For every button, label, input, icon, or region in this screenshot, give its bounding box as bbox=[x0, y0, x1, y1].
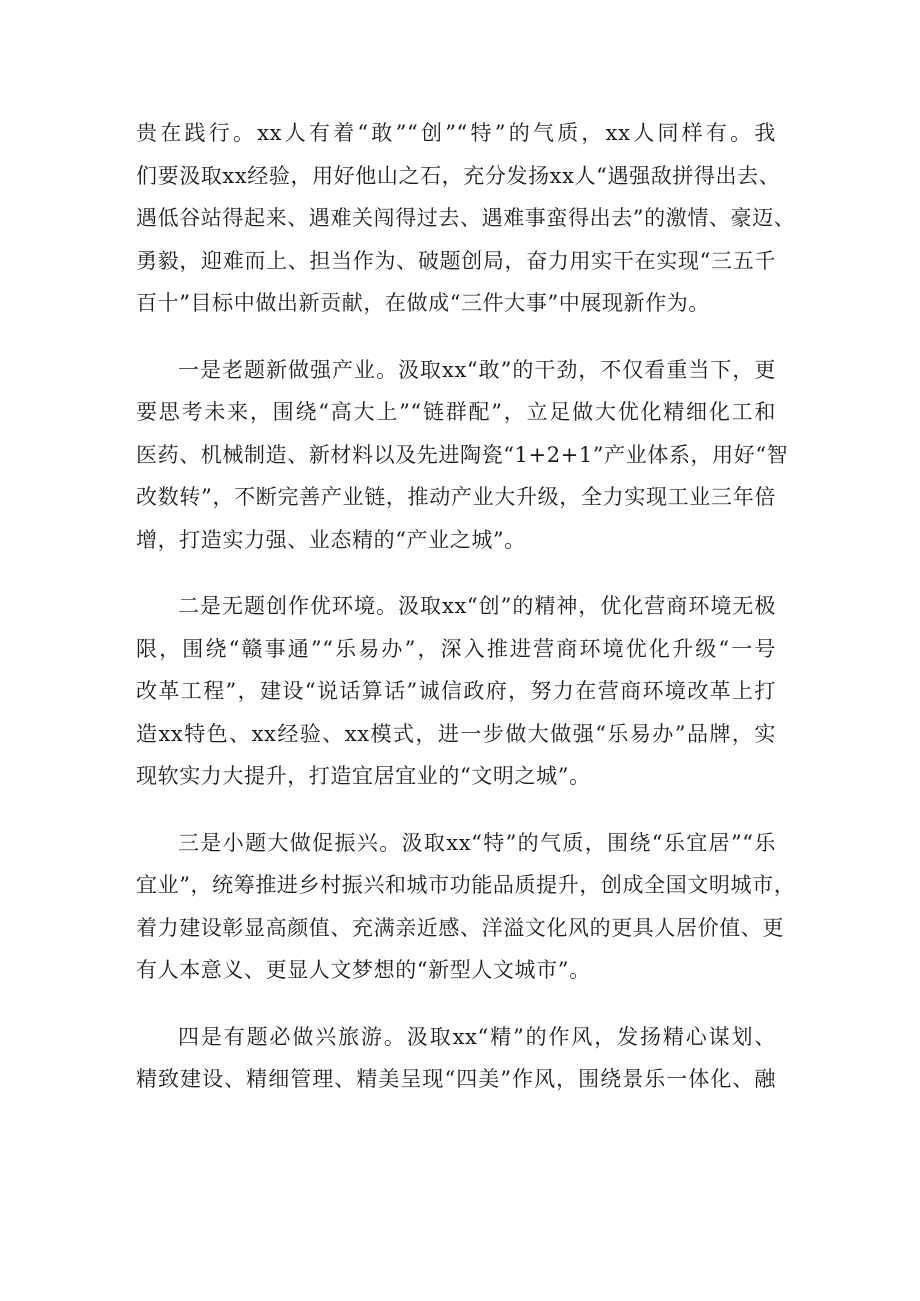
text-line: 现软实力大提升，打造宜居宜业的“文明之城”。 bbox=[136, 764, 591, 788]
text-line: 要思考未来，围绕“高大上”“链群配”，立足做大优化精细化工和 bbox=[136, 400, 776, 424]
text-line: 四是有题必做兴旅游。汲取xx“精”的作风，发扬精心谋划、 bbox=[178, 1024, 776, 1049]
paragraph-industry bbox=[136, 349, 789, 562]
text-line: 精致建设、精细管理、精美呈现“四美”作风，围绕景乐一体化、融 bbox=[136, 1067, 776, 1091]
text-line: 们要汲取xx经验，用好他山之石，充分发扬xx人“遇强敌拼得出去、 bbox=[136, 163, 781, 188]
text-line: 改数转”，不断完善产业链，推动产业大升级，全力实现工业三年倍 bbox=[136, 485, 776, 509]
text-line: 限，围绕“赣事通”“乐易办”，深入推进营商环境优化升级“一号 bbox=[136, 636, 776, 661]
paragraph-environment bbox=[136, 585, 776, 798]
text-line: 勇毅，迎难而上、担当作为、破题创局，奋力用实干在实现“三五千 bbox=[136, 248, 776, 273]
text-line: 着力建设彰显高颜值、充满亲近感、洋溢文化风的更具人居价值、更 bbox=[136, 915, 784, 940]
text-line: 三是小题大做促振兴。汲取xx“特”的气质，围绕“乐宜居”“乐 bbox=[178, 830, 776, 855]
text-line: 一是老题新做强产业。汲取xx“敢”的干劲，不仅看重当下，更 bbox=[178, 357, 776, 382]
text-line: 有人本意义、更显人文梦想的“新型人文城市”。 bbox=[136, 958, 591, 982]
text-line: 改革工程”，建设“说话算话”诚信政府，努力在营商环境改革上打 bbox=[136, 679, 776, 703]
text-line: 造xx特色、xx经验、xx模式，进一步做大做强“乐易办”品牌，实 bbox=[136, 721, 776, 746]
text-line: 增，打造实力强、业态精的“产业之城”。 bbox=[136, 527, 526, 552]
text-line: 宜业”，统筹推进乡村振兴和城市功能品质提升，创成全国文明城市， bbox=[136, 873, 796, 897]
document-body bbox=[136, 112, 796, 1125]
text-line: 贵在践行。xx人有着“敢”“创”“特”的气质，xx人同样有。我 bbox=[136, 121, 776, 145]
text-line: 医药、机械制造、新材料以及先进陶瓷“1+2+1”产业体系，用好“智 bbox=[136, 442, 789, 467]
paragraph-tourism bbox=[136, 1016, 776, 1101]
paragraph-intro bbox=[136, 112, 796, 325]
text-line: 二是无题创作优环境。汲取xx“创”的精神，优化营商环境无极 bbox=[178, 594, 776, 618]
paragraph-revitalization bbox=[136, 822, 796, 992]
text-line: 百十”目标中做出新贡献，在做成“三件大事”中展现新作为。 bbox=[136, 291, 711, 315]
text-line: 遇低谷站得起来、遇难关闯得过去、遇难事蛮得出去”的激情、豪迈、 bbox=[136, 206, 796, 230]
